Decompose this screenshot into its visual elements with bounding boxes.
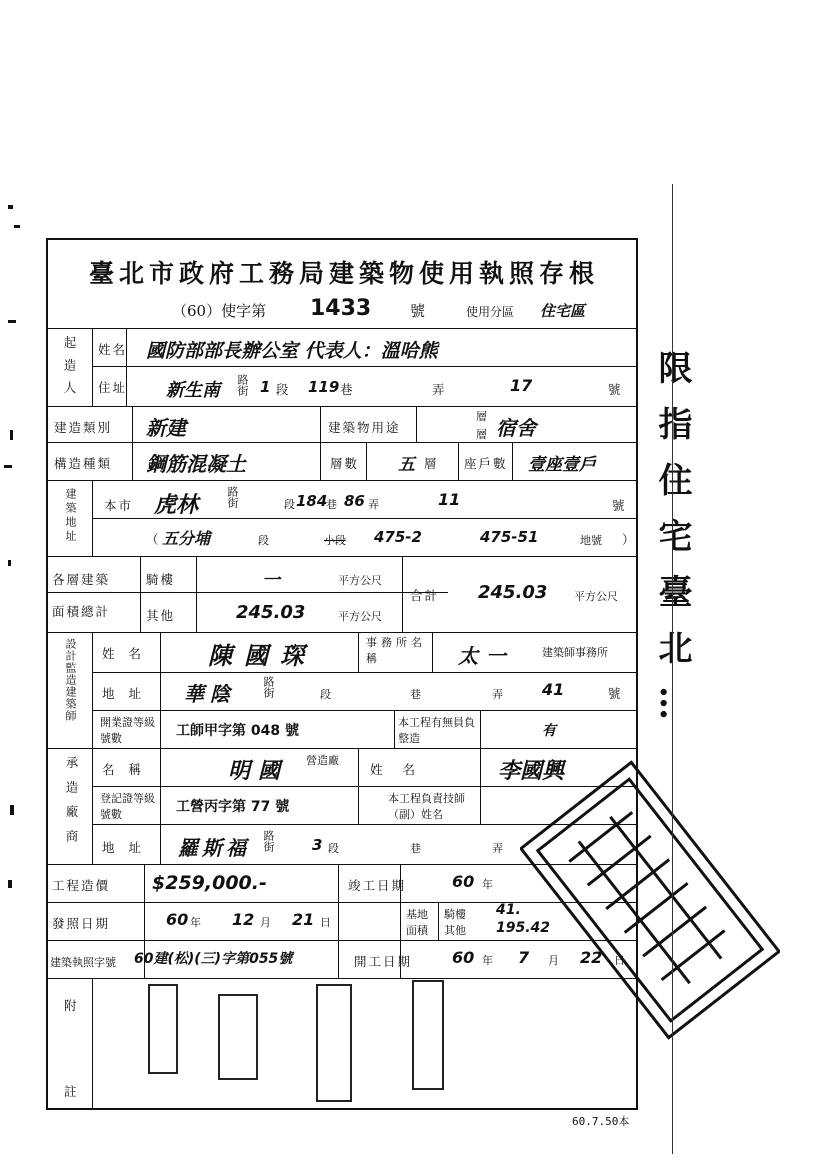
designer-addr-lane-label: 巷 [410,688,421,701]
contractor-cert-label: 登記證等級號數 [100,792,155,821]
contractor-addr-duan: 3 [312,836,323,854]
scan-speck [10,805,14,815]
designer-addr-duan-label: 段 [320,688,331,701]
approval-seal [316,984,352,1102]
issue-date-year: 60 [166,910,189,929]
building-type-label: 建造類別 [54,420,113,435]
area-arcade-label: 騎樓 [146,572,176,587]
issue-date-year-label: 年 [190,916,201,929]
designer-supervise-value: 有 [542,723,556,739]
applicant-number: 17 [510,376,533,395]
adjacent-page-text: 限指住宅臺北… [652,350,692,742]
permit-no-value: 60建(松)(三)字第055號 [134,951,293,967]
scan-speck [8,205,13,209]
contractor-addr-road: 羅斯福 [178,836,250,860]
start-date-label: 開工日期 [354,954,413,969]
completion-year-label: 年 [482,878,493,891]
start-date-month-label: 月 [548,954,559,967]
area-arcade-value: 一 [262,570,280,591]
site-number-label: 號 [612,498,627,513]
cost-value: $259,000.- [152,872,267,894]
base-other-label: 其他 [444,924,466,937]
scan-speck [4,465,12,468]
start-date-day: 22 [580,948,603,967]
site-alley-label: 弄 [368,498,379,511]
issue-date-label: 發照日期 [52,916,111,931]
scan-speck [8,320,16,323]
designer-office-label: 事務所名稱 [366,636,426,665]
cost-label: 工程造價 [52,878,111,893]
base-other-value: 195.42 [496,920,551,936]
completion-year: 60 [452,872,475,891]
contractor-name-value: 明國 [228,759,289,784]
approval-seal [148,984,178,1074]
contractor-person-value: 李國興 [498,759,565,784]
license-number: 1433 [310,296,372,321]
applicant-lane-label: 巷 [340,382,355,397]
building-use-floor-label-1: 層 [476,410,487,423]
designer-supervise-label: 本工程有無員負整造 [398,716,475,745]
contractor-addr-alley-label: 弄 [492,842,503,855]
contractor-person-label: 姓名 [370,762,436,777]
remarks-label-bottom: 註 [64,1084,79,1099]
contractor-name-label: 名稱 [102,762,156,777]
site-lot-2: 475-51 [480,528,539,546]
permit-no-label: 建築執照字號 [50,956,116,969]
site-open-paren: （ [146,532,161,547]
applicant-lane: 119 [308,378,340,396]
site-section-label: 建築地址 [64,488,77,544]
approval-seal [218,994,258,1080]
designer-name-label: 姓名 [102,646,156,661]
designer-office-suffix: 建築師事務所 [542,646,608,659]
site-lot-label: 地號 [580,534,602,547]
area-total-unit: 平方公尺 [574,590,618,603]
site-number: 11 [438,490,461,509]
area-section-label-2: 面積總計 [52,604,111,619]
site-land-section-label: 段 [258,534,269,547]
area-total-label: 合計 [410,588,440,603]
site-city-label: 本市 [104,498,134,513]
diagonal-stamp-graphic [520,720,780,1080]
applicant-name-label: 姓名 [98,342,128,357]
applicant-road-label: 路街 [236,374,249,396]
site-close-paren: ） [622,532,637,547]
site-land-section: 五分埔 [162,529,211,548]
site-lane: 184 [296,492,328,510]
completion-label: 竣工日期 [348,878,407,893]
site-road-label: 路街 [226,486,239,508]
area-arcade-unit: 平方公尺 [338,574,382,587]
building-use-value: 宿舍 [496,416,536,440]
site-alley: 86 [344,492,365,510]
start-date-month: 7 [518,948,530,967]
designer-addr-road: 華陰 [184,682,236,706]
applicant-duan: 1 [260,378,271,396]
applicant-name-value: 國防部部長辦公室 代表人：溫哈熊 [146,340,438,362]
start-date-year-label: 年 [482,954,493,967]
designer-name-value: 陳國琛 [208,642,316,670]
designer-addr-road-label: 路街 [262,676,275,698]
adjacent-page-edge [672,184,673,1154]
contractor-section-label: 承造廠商 [64,756,79,854]
site-road: 虎林 [154,493,199,518]
form-footer-code: 60.7.50本 [572,1115,630,1128]
households-value: 壹座壹戶 [528,455,596,475]
area-other-label: 其他 [146,608,176,623]
issue-date-day: 21 [292,910,315,929]
scan-speck [14,225,20,228]
floors-label: 層數 [330,456,360,471]
contractor-company-type: 營造廠 [306,754,339,767]
designer-cert-value: 工師甲字第 048 號 [176,723,299,739]
area-other-value: 245.03 [236,602,306,623]
site-duan-label: 段 [284,498,295,511]
area-total-value: 245.03 [478,582,548,603]
base-arcade-label: 騎樓 [444,908,466,921]
contractor-engineer-label: 本工程負責技師（副）姓名 [388,792,465,821]
start-date-year: 60 [452,948,475,967]
scan-speck [8,880,12,888]
license-number-suffix: 號 [410,302,426,320]
building-type-value: 新建 [146,416,186,440]
site-lot-1: 475-2 [374,528,422,546]
diagonal-stamp [520,720,780,1080]
designer-section-label: 設計監造建築師 [64,638,77,722]
designer-addr-label: 地址 [102,686,156,701]
contractor-addr-road-label: 路街 [262,830,275,852]
scan-speck [8,560,11,566]
designer-cert-label: 開業證等級號數 [100,716,155,745]
issue-date-month-label: 月 [260,916,271,929]
structure-value: 鋼筋混凝土 [146,452,246,476]
contractor-addr-lane-label: 巷 [410,842,421,855]
applicant-duan-label: 段 [276,382,291,397]
designer-addr-alley-label: 弄 [492,688,503,701]
contractor-addr-label: 地址 [102,840,156,855]
license-number-prefix: （60）使字第 [172,302,267,320]
floors-unit: 層 [424,456,439,471]
applicant-address-label: 住址 [98,380,128,395]
applicant-alley-label: 弄 [432,382,447,397]
remarks-label-top: 附 [64,998,79,1013]
base-arcade-value: 41. [496,902,521,918]
site-small-section-label: 小段 [324,534,346,547]
scan-speck [10,430,13,440]
building-use-label: 建築物用途 [328,420,401,435]
structure-label: 構造種類 [54,456,113,471]
issue-date-day-label: 日 [320,916,331,929]
area-other-unit: 平方公尺 [338,610,382,623]
building-use-floor-label-2: 層 [476,428,487,441]
base-area-label-1: 基地 [406,908,428,921]
contractor-cert-value: 工營丙字第 77 號 [176,799,290,815]
approval-seal [412,980,444,1090]
applicant-number-label: 號 [608,382,623,397]
applicant-road: 新生南 [166,380,220,401]
applicant-section-label: 起造人 [62,336,77,404]
designer-addr-number: 41 [542,680,565,699]
start-date-day-label: 日 [614,954,625,967]
site-lane-label: 巷 [326,498,337,511]
use-zone-label: 使用分區 [466,305,515,319]
designer-addr-number-label: 號 [608,686,623,701]
form-title: 臺北市政府工務局建築物使用執照存根 [88,259,599,288]
base-area-label-2: 面積 [406,924,428,937]
area-section-label-1: 各層建築 [52,572,111,587]
issue-date-month: 12 [232,910,255,929]
floors-value: 五 [398,455,415,475]
designer-office-value: 太一 [458,644,514,668]
use-zone-value: 住宅區 [540,302,586,320]
households-label: 座戶數 [464,456,508,471]
contractor-addr-duan-label: 段 [328,842,339,855]
